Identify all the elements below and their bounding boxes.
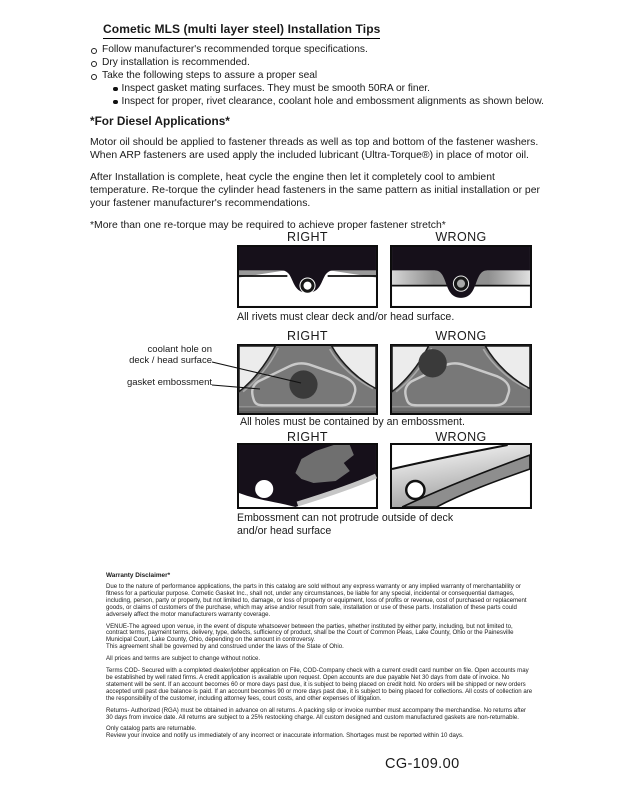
- embossment-protrusion-right-diagram: [237, 443, 378, 509]
- list-item: [113, 96, 544, 109]
- rivet-clearance-wrong-diagram: [390, 245, 532, 308]
- right-label: RIGHT: [287, 230, 328, 244]
- legal-paragraph: Review your invoice and notify us immediately of any incorrect or inaccurate information. Shortages must be reported within 10 days.: [106, 732, 464, 740]
- filled-bullet-icon: [113, 87, 118, 92]
- annotation-text: deck / head surface: [129, 354, 212, 366]
- filled-bullet-icon: [113, 100, 118, 105]
- caption-text: and/or head surface: [237, 524, 332, 537]
- bullet-text: Dry installation is recommended.: [102, 56, 250, 68]
- diagram-caption: [237, 512, 453, 537]
- bolt-hole: [406, 481, 424, 499]
- right-label: RIGHT: [287, 329, 328, 343]
- legal-paragraph: This agreement shall be governed by and construed under the laws of the State of Ohio.: [106, 643, 344, 651]
- list-item: [113, 83, 544, 96]
- bullet-text: Follow manufacturer's recommended torque specifications.: [102, 44, 368, 55]
- warranty-disclaimer-section: [106, 572, 534, 745]
- install-tips-list: [91, 44, 544, 109]
- legal-paragraph: All prices and terms are subject to change without notice.: [106, 655, 261, 663]
- right-label: RIGHT: [287, 430, 328, 444]
- annotation-text: coolant hole on: [147, 344, 212, 355]
- annotation-text: gasket embossment: [126, 377, 212, 388]
- embossment-containment-wrong-diagram: [390, 344, 532, 415]
- paragraph: After Installation is complete, heat cycle the engine then let it completely cool to ambient temperature. Re-torque the cylinder head fasteners in the same pattern as initial installation or per your fastener manufacturer's recommendations.: [90, 172, 540, 209]
- diagram-caption: All holes must be contained by an embossment.: [240, 416, 465, 428]
- list-item: [91, 44, 544, 57]
- list-item: [91, 57, 544, 70]
- coolant-hole-annotation: [100, 345, 212, 367]
- bullet-text: Inspect gasket mating surfaces. They must be smooth 50RA or finer.: [121, 82, 430, 94]
- diesel-applications-section: [90, 114, 542, 241]
- paragraph: Motor oil should be applied to fastener threads as well as top and bottom of the fastener washers. When ARP fasteners are used apply the included lubricant (Ultra-Torque®) in place of motor oil.: [90, 137, 539, 161]
- legal-paragraph: Returns- Authorized (RGA) must be obtained in advance on all returns. A packing slip or invoice number must accompany the merchandise. No returns after 30 days from invoice date. All returns are subject to a 25% restocking charge. All custom designed and custom manufactured gaskets are non-returnable.: [106, 706, 527, 721]
- page-title: Cometic MLS (multi layer steel) Installation Tips: [103, 22, 380, 39]
- bolt-hole: [255, 480, 273, 498]
- legal-paragraph: Terms COD- Secured with a completed dealer/jobber application on File, COD-Company check with a current credit card number on file. Open accounts may be established by well rated firms. A credit application is available upon request. Open accounts are due payable Net 30 days from date of invoice. No statement will be sent. If an account becomes 60 or more days past due, it is subject to being placed on credit hold. No orders will be shipped or new orders accepted until past due balance is paid. If an account becomes 90 or more days past due, it is subject to being placed for collections. All costs of collection are the responsibility of the customer, including attorney fees, court costs, and other expenses of litigation.: [106, 667, 533, 702]
- bullet-text: Take the following steps to assure a proper seal: [102, 69, 318, 81]
- legal-paragraph: VENUE-The agreed upon venue, in the event of dispute whatsoever between the parties, whether instituted by either party, including, but not limited to, contract terms, payment terms, delivery, type, defects, sufficiency of product, shall be the Court of Common Pleas, Lake County, Ohio or the Painesville Municipal Court, Lake County, Ohio, depending on the amount in controversy.: [106, 622, 514, 644]
- rivet-clearance-right-diagram: [237, 245, 378, 308]
- open-bullet-icon: [91, 48, 97, 54]
- open-bullet-icon: [91, 61, 97, 67]
- list-item: [91, 70, 544, 83]
- gasket-embossment-annotation: [100, 378, 212, 389]
- paragraph: *More than one re-torque may be required to achieve proper fastener stretch*: [90, 220, 446, 231]
- open-bullet-icon: [91, 74, 97, 80]
- sub-list: [113, 83, 544, 109]
- leader-lines: [205, 348, 307, 396]
- embossment-protrusion-wrong-diagram: [390, 443, 532, 509]
- wrong-label: WRONG: [435, 329, 487, 343]
- caption-text: Embossment can not protrude outside of deck: [237, 512, 454, 524]
- coolant-hole: [418, 349, 446, 377]
- legal-paragraph: Due to the nature of performance applications, the parts in this catalog are sold without any express warranty or any implied warranty of merchantability or fitness for a particular purpose. Cometic Gasket Inc., shall not, under any circumstances, be liable for any special, incidental or consequential damages, including, person, party or property, but not limited to, damage, or loss of property or equipment, loss of profits or revenue, cost of purchased or replacement goods, or claims of customers of the purchase, which may arise and/or result from sale, installation or use of these parts. Installation of these parts could adversely affect the motor manufacturers warranty coverage.: [106, 583, 527, 618]
- legal-heading: Warranty Disclaimer*: [106, 572, 171, 579]
- section-heading: *For Diesel Applications*: [90, 114, 230, 128]
- diagram-caption: All rivets must clear deck and/or head surface.: [237, 311, 455, 323]
- legal-paragraph: Only catalog parts are returnable.: [106, 725, 197, 733]
- wrong-label: WRONG: [435, 430, 487, 444]
- page-code: CG-109.00: [385, 756, 460, 772]
- wrong-label: WRONG: [435, 230, 487, 244]
- bullet-text: Inspect for proper, rivet clearance, coolant hole and embossment alignments as shown below.: [121, 95, 544, 107]
